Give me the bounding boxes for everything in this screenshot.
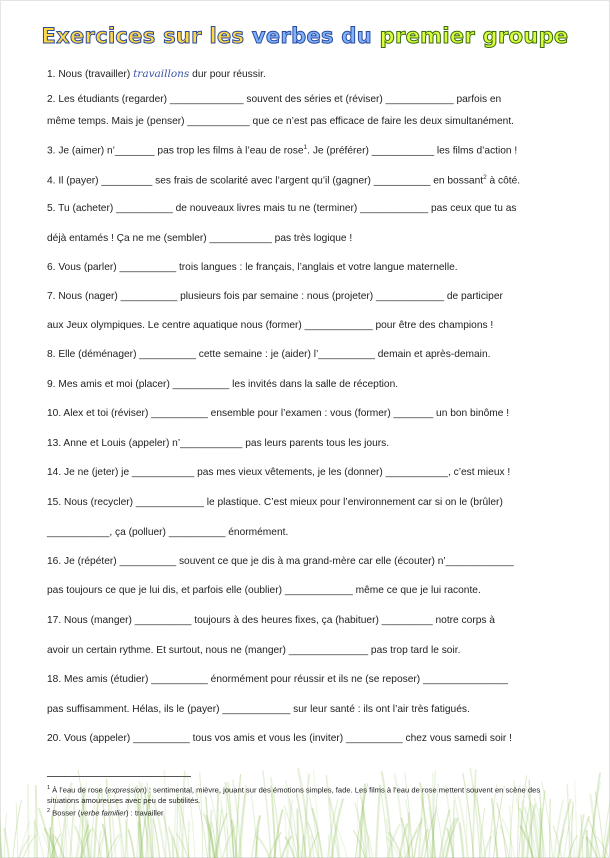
footnote-number: 1	[47, 785, 51, 791]
exercise-line: 14. Je ne (jeter) je ___________ pas mes vieux vêtements, je les (donner) ___________, c’est mieux !	[47, 467, 511, 478]
footnote-term-type: expression	[107, 785, 145, 795]
exercise-text: dur pour réussir.	[192, 69, 266, 80]
grass-blade	[36, 786, 37, 858]
exercise-line: ___________, ça (polluer) __________ énormément.	[47, 527, 289, 538]
exercise-line: 20. Vous (appeler) __________ tous vos amis et vous les (inviter) __________ chez vous samedi soir !	[47, 733, 512, 744]
grass-blade	[172, 838, 173, 858]
title-part-3: premier groupe	[379, 24, 569, 48]
exercise-line	[47, 174, 520, 186]
exercise-line: aux Jeux olympiques. Le centre aquatique nous (former) ____________ pour être des champions !	[47, 320, 494, 331]
exercise-line	[47, 144, 517, 156]
exercise-line-1	[47, 68, 266, 80]
footnote-text: À l’eau de rose (	[50, 785, 108, 795]
grass-blade	[589, 782, 600, 858]
grass-blade	[575, 782, 577, 858]
footnote-text: Bosser (	[50, 808, 81, 818]
footnote-ref: 1	[303, 144, 308, 151]
exercise-line: 9. Mes amis et moi (placer) __________ les invités dans la salle de réception.	[47, 379, 399, 390]
exercise-line: 6. Vous (parler) __________ trois langues : le français, l’anglais et votre langue maternelle.	[47, 262, 458, 273]
grass-blade	[128, 830, 134, 858]
exercise-line: 16. Je (répéter) __________ souvent ce que je dis à ma grand-mère car elle (écouter) n’____________	[47, 556, 514, 567]
exercise-line: 10. Alex et toi (réviser) __________ ensemble pour l’examen : vous (former) _______ un bon binôme !	[47, 408, 510, 419]
footnote-number: 2	[47, 808, 51, 814]
exercise-text: 1. Nous (travailler)	[47, 69, 131, 80]
page-title	[0, 24, 610, 48]
exercise-line: 13. Anne et Louis (appeler) n’___________ pas leurs parents tous les jours.	[47, 438, 390, 449]
exercise-text: . Je (préférer) ___________ les films d’action !	[307, 145, 518, 157]
exercise-line: 8. Elle (déménager) __________ cette semaine : je (aider) l’__________ demain et après-demain.	[47, 349, 491, 360]
exercise-text: à côté.	[486, 175, 521, 187]
exercise-line: 2. Les étudiants (regarder) _____________ souvent des séries et (réviser) ____________ parfois en	[47, 94, 502, 105]
exercise-line: déjà entamés ! Ça ne me (sembler) ___________ pas très logique !	[47, 233, 353, 244]
exercise-line: 7. Nous (nager) __________ plusieurs fois par semaine : nous (projeter) ____________ de participer	[47, 291, 503, 302]
footnote-text: ) : travailler	[126, 808, 164, 818]
footnote-2	[47, 806, 559, 819]
grass-blade	[258, 837, 270, 858]
footnote-1	[47, 783, 559, 806]
exercise-line: 15. Nous (recycler) ____________ le plastique. C’est mieux pour l’environnement car si on le (brûler)	[47, 497, 503, 508]
grass-blade	[567, 785, 570, 858]
exercise-line: avoir un certain rythme. Et surtout, nous ne (manger) ______________ pas trop tard le soir.	[47, 645, 461, 656]
footnote-term-type: verbe familier	[80, 808, 127, 818]
footnote-rule	[47, 776, 191, 777]
exercise-text: 4. Il (payer) _________ ses frais de scolarité avec l’argent qu’il (gagner) __________ en bossant	[47, 175, 484, 187]
title-part-2: verbes du	[251, 24, 372, 48]
footnote-ref: 2	[483, 174, 487, 181]
exercise-line: pas suffisamment. Hélas, ils le (payer) ____________ sur leur santé : ils ont l’air très fatigués.	[47, 704, 470, 715]
handwritten-answer: travaillons	[133, 68, 190, 80]
grass-blade	[408, 813, 409, 858]
grass-blade	[285, 812, 287, 858]
footnote-text: ) : sentimental, mièvre, jouant sur des émotions simples, fade. Les films à l’eau de rose mettent souvent en scène des situations amoureuses avec peu de subtilités.	[47, 785, 541, 805]
title-part-1: Exercices sur les	[41, 24, 245, 48]
exercise-line: même temps. Mais je (penser) ___________ que ce n’est pas efficace de faire les deux simultanément.	[47, 116, 514, 127]
exercise-line: pas toujours ce que je lui dis, et parfois elle (oublier) ____________ même ce que je lui raconte.	[47, 585, 481, 596]
exercise-line: 18. Mes amis (étudier) __________ énormément pour réussir et ils ne (se reposer) _______________	[47, 674, 508, 685]
exercise-line: 17. Nous (manger) __________ toujours à des heures fixes, ça (habituer) _________ notre corps à	[47, 615, 495, 626]
exercise-line: 5. Tu (acheter) __________ de nouveaux livres mais tu ne (terminer) ____________ pas ceux que tu as	[47, 203, 517, 214]
exercise-text: 3. Je (aimer) n’_______ pas trop les films à l’eau de rose	[47, 145, 304, 157]
